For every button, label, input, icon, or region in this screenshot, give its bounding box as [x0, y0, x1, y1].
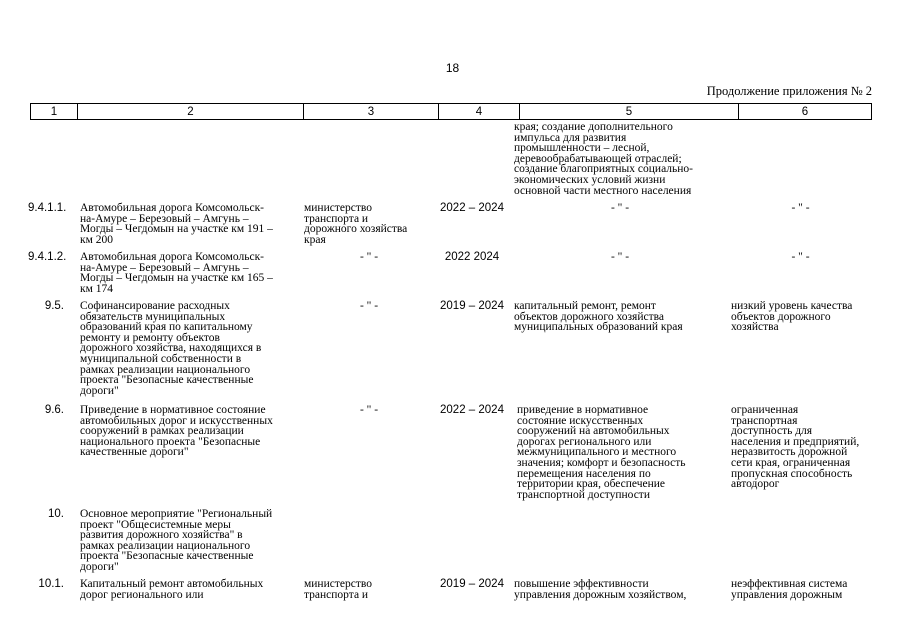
row-name: Приведение в нормативное состояние автомобильных дорог и искусственных сооружений в рамках реализации национального проекта "Безопасные качественные дороги": [80, 404, 273, 459]
header-col-5: 5: [520, 104, 739, 120]
header-col-4: 4: [439, 104, 520, 120]
row-period: 2019 – 2024: [440, 578, 504, 590]
row-name: Основное мероприятие "Региональный проект "Общесистемные меры развития дорожного хозяйства" в рамках реализации национального проекта "Безопасные качественные дороги": [80, 508, 273, 573]
row-result: края; создание дополнительного импульса для развития промышленности – лесной, деревообрабатывающей отраслей; создание благоприятных социально- экономических условий жизни основной части местного населения: [514, 121, 693, 197]
row-name: Капитальный ремонт автомобильных дорог регионального или: [80, 578, 264, 601]
row-period: 2022 2024: [444, 251, 500, 263]
row-result: - " -: [610, 251, 630, 263]
row-name: Автомобильная дорога Комсомольск- на-Амуре – Березовый – Амгунь – Могды – Чегдомын на участке км 191 – км 200: [80, 202, 273, 246]
row-period: 2022 – 2024: [440, 202, 504, 214]
row-executor: - " -: [359, 404, 379, 416]
row-number: 9.4.1.2.: [28, 251, 67, 263]
header-col-1: 1: [31, 104, 78, 120]
row-executor: министерство транспорта и дорожного хозяйства края: [304, 202, 408, 246]
row-period: 2022 – 2024: [440, 404, 504, 416]
row-consequence: - " -: [791, 251, 810, 263]
row-executor: - " -: [359, 251, 379, 263]
row-result: капитальный ремонт, ремонт объектов дорожного хозяйства муниципальных образований края: [514, 300, 683, 334]
header-col-2: 2: [78, 104, 304, 120]
row-consequence: ограниченная транспортная доступность для населения и предприятий, неразвитость дорожной сети края, ограниченная пропускная способность автодорог: [731, 404, 860, 491]
row-number: 9.6.: [44, 404, 64, 416]
row-period: 2019 – 2024: [440, 300, 504, 312]
row-executor: - " -: [359, 300, 379, 312]
row-name: Автомобильная дорога Комсомольск- на-Амуре – Березовый – Амгунь – Могды – Чегдомын на участке км 165 – км 174: [80, 251, 273, 295]
row-name: Софинансирование расходных обязательств муниципальных образований края по капитальному ремонту и ремонту объектов дорожного хозяйства, находящихся в муниципальной собственности в рамках реализации национального проекта "Безопасные качественные дороги": [80, 300, 262, 397]
header-col-6: 6: [739, 104, 872, 120]
continuation-label: Продолжение приложения № 2: [706, 84, 872, 98]
column-number-header: [30, 103, 872, 120]
header-col-3: 3: [304, 104, 439, 120]
row-consequence: неэффективная система управления дорожным: [731, 578, 848, 601]
page-number: 18: [445, 61, 460, 75]
row-consequence: - " -: [791, 202, 810, 214]
row-executor: министерство транспорта и: [304, 578, 372, 601]
row-number: 9.5.: [44, 300, 64, 312]
row-consequence: низкий уровень качества объектов дорожного хозяйства: [731, 300, 853, 334]
row-number: 9.4.1.1.: [28, 202, 67, 214]
row-result: приведение в нормативное состояние искусственных сооружений на автомобильных дорогах регионального или межмуниципального и местного значения; комфорт и безопасность перемещения населения по территории края, обеспечение транспортной доступности: [517, 404, 686, 501]
row-number: 10.: [48, 508, 64, 520]
row-number: 10.1.: [38, 578, 64, 590]
row-result: повышение эффективности управления дорожным хозяйством,: [514, 578, 687, 601]
row-result: - " -: [610, 202, 630, 214]
